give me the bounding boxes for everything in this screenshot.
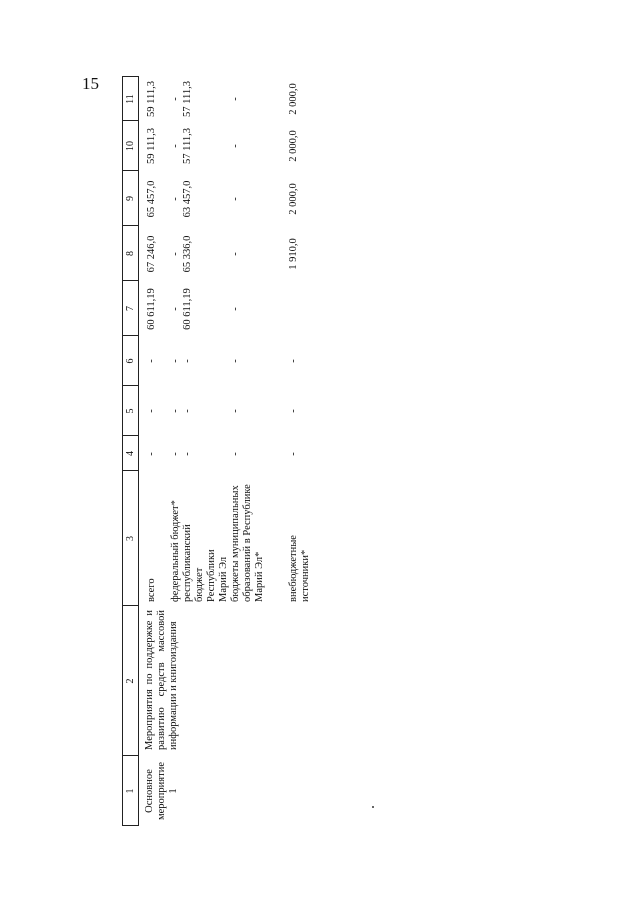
header-col-5: 5 [125, 408, 136, 414]
value-cell: - [146, 409, 157, 413]
table-top-border [122, 76, 123, 826]
value-cell: 63 457,0 [182, 180, 193, 218]
event-title: Мероприятия по поддержке и развитию средств массовой информации и книгоиздания [144, 610, 179, 750]
value-cell: 65 336,0 [182, 235, 193, 273]
event-number: Основное мероприятие 1 [144, 762, 179, 820]
header-col-11: 11 [125, 94, 136, 104]
value-cell: - [170, 452, 181, 456]
value-cell: 2 000,0 [288, 183, 299, 215]
value-cell: - [170, 97, 181, 101]
value-cell: - [230, 144, 241, 148]
value-cell: 59 111,3 [146, 128, 157, 164]
value-cell: - [230, 97, 241, 101]
value-cell: - [170, 197, 181, 201]
value-cell: 65 457,0 [146, 180, 157, 218]
source-label: всего [146, 578, 157, 602]
value-cell: - [230, 307, 241, 311]
value-cell: 60 611,19 [146, 288, 157, 330]
header-col-1: 1 [125, 788, 136, 794]
value-cell: - [170, 307, 181, 311]
value-cell: - [230, 452, 241, 456]
value-cell: - [170, 409, 181, 413]
header-col-3: 3 [125, 536, 136, 541]
value-cell: 67 246,0 [146, 235, 157, 273]
value-cell: 57 111,3 [182, 128, 193, 164]
value-cell: - [230, 197, 241, 201]
header-col-6: 6 [125, 358, 136, 364]
value-cell: - [182, 452, 193, 456]
value-cell: 60 611,19 [182, 288, 193, 330]
value-cell: - [230, 409, 241, 413]
header-col-10: 10 [125, 141, 136, 151]
value-cell: 57 111,3 [182, 81, 193, 117]
header-col-8: 8 [125, 251, 136, 256]
stray-mark [372, 806, 374, 808]
value-cell: - [230, 252, 241, 256]
header-bottom-border [138, 76, 139, 826]
value-cell: - [170, 252, 181, 256]
value-cell: - [182, 359, 193, 363]
value-cell: - [288, 452, 299, 456]
value-cell: - [146, 359, 157, 363]
value-cell: 2 000,0 [288, 130, 299, 162]
value-cell: - [146, 452, 157, 456]
source-label: внебюджетные источники* [288, 535, 311, 602]
header-col-7: 7 [125, 306, 136, 311]
source-label: республиканский бюджет Республики Марий Эл [182, 524, 229, 602]
budget-table [122, 76, 312, 826]
header-col-2: 2 [125, 678, 136, 684]
value-cell: - [288, 409, 299, 413]
value-cell: 2 000,0 [288, 83, 299, 115]
source-label: федеральный бюджет* [170, 500, 181, 602]
source-label: бюджеты муниципальных образований в Республике Марий Эл* [230, 484, 265, 602]
page-number: 15 [82, 74, 99, 93]
value-cell: - [288, 359, 299, 363]
value-cell: - [230, 359, 241, 363]
value-cell: - [170, 144, 181, 148]
value-cell: 1 910,0 [288, 238, 299, 270]
value-cell: 59 111,3 [146, 81, 157, 117]
header-col-9: 9 [125, 196, 136, 201]
header-col-4: 4 [125, 451, 136, 456]
value-cell: - [182, 409, 193, 413]
value-cell: - [170, 359, 181, 363]
